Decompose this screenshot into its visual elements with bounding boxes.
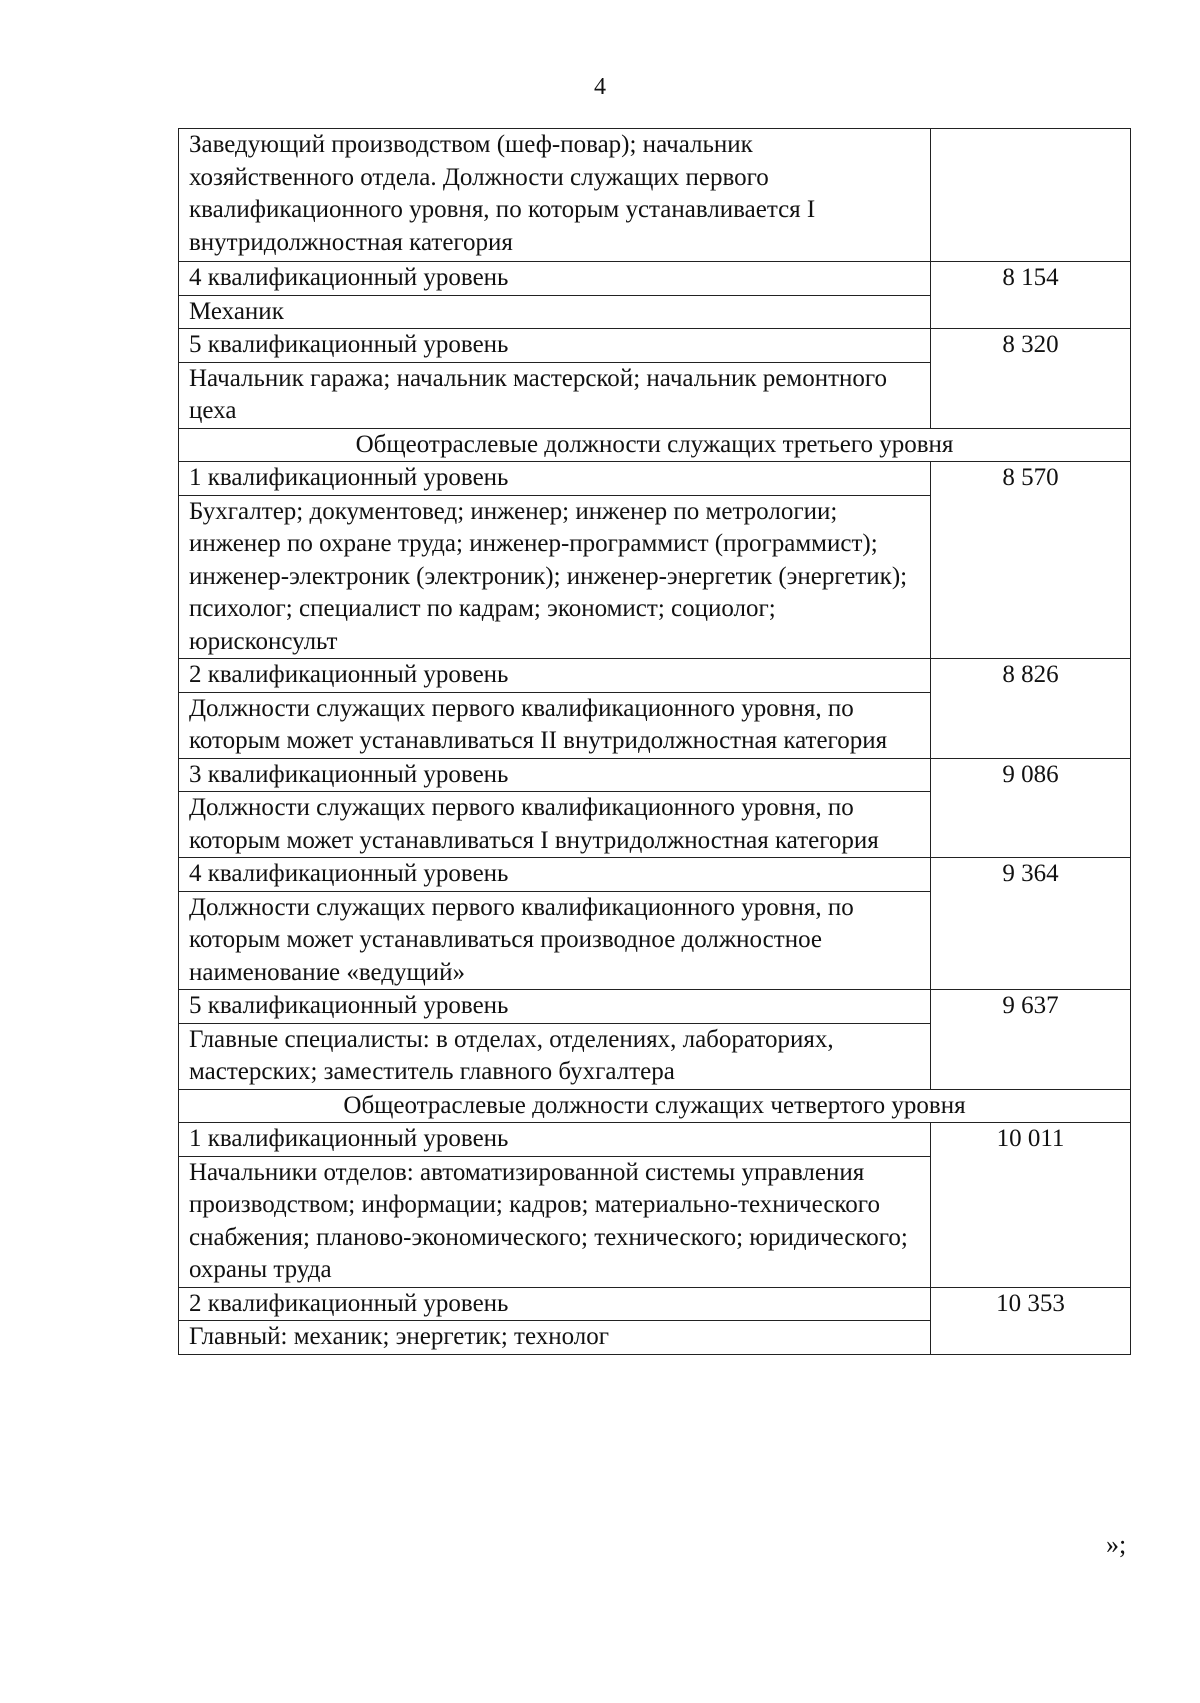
salary-cell: 9 637 <box>931 990 1131 1090</box>
level-cell: 5 квалификационный уровень <box>179 990 931 1024</box>
table-row <box>179 858 1131 892</box>
section-row <box>179 428 1131 462</box>
table-row <box>179 1123 1131 1157</box>
salary-cell <box>931 129 1131 262</box>
level-cell: 1 квалификационный уровень <box>179 1123 931 1157</box>
section-heading: Общеотраслевые должности служащих третьего уровня <box>179 428 1131 462</box>
table-row <box>179 990 1131 1024</box>
level-cell: 2 квалификационный уровень <box>179 1287 931 1321</box>
page-number: 4 <box>594 74 606 100</box>
section-heading: Общеотраслевые должности служащих четвертого уровня <box>179 1089 1131 1123</box>
salary-cell: 8 570 <box>931 462 1131 659</box>
positions-cell: Должности служащих первого квалификационного уровня, по которым может устанавливаться I внутридолжностная категория <box>179 792 931 858</box>
salary-cell: 10 353 <box>931 1287 1131 1354</box>
salary-table <box>178 128 1131 1355</box>
positions-cell: Главные специалисты: в отделах, отделениях, лабораториях, мастерских; заместитель главного бухгалтера <box>179 1023 931 1089</box>
level-cell: 1 квалификационный уровень <box>179 462 931 496</box>
positions-cell: Должности служащих первого квалификационного уровня, по которым может устанавливаться производное должностное наименование «ведущий» <box>179 891 931 990</box>
level-cell: 4 квалификационный уровень <box>179 262 931 296</box>
level-cell: 3 квалификационный уровень <box>179 758 931 792</box>
closing-quote-mark: »; <box>1106 1530 1127 1559</box>
salary-cell: 9 364 <box>931 858 1131 990</box>
level-cell: 4 квалификационный уровень <box>179 858 931 892</box>
table-row <box>179 129 1131 262</box>
table-row <box>179 659 1131 693</box>
table-row <box>179 262 1131 296</box>
salary-cell: 10 011 <box>931 1123 1131 1288</box>
level-cell: 5 квалификационный уровень <box>179 329 931 363</box>
salary-cell: 9 086 <box>931 758 1131 858</box>
positions-cell: Начальник гаража; начальник мастерской; начальник ремонтного цеха <box>179 362 931 428</box>
table-row <box>179 758 1131 792</box>
table-row <box>179 329 1131 363</box>
salary-cell: 8 826 <box>931 659 1131 759</box>
section-row <box>179 1089 1131 1123</box>
positions-cell: Начальники отделов: автоматизированной системы управления производством; информации; кадров; материально-технического снабжения; планово-экономического; технического; юридического; охраны труда <box>179 1156 931 1287</box>
positions-cell: Заведующий производством (шеф-повар); начальник хозяйственного отдела. Должности служащих первого квалификационного уровня, по которым устанавливается I внутридолжностная категория <box>179 129 931 262</box>
positions-cell: Главный: механик; энергетик; технолог <box>179 1321 931 1355</box>
positions-cell: Должности служащих первого квалификационного уровня, по которым может устанавливаться II внутридолжностная категория <box>179 692 931 758</box>
level-cell: 2 квалификационный уровень <box>179 659 931 693</box>
salary-cell: 8 320 <box>931 329 1131 429</box>
salary-cell: 8 154 <box>931 262 1131 329</box>
table-row <box>179 462 1131 496</box>
positions-cell: Бухгалтер; документовед; инженер; инженер по метрологии; инженер по охране труда; инженер-программист (программист); инженер-электроник (электроник); инженер-энергетик (энергетик); психолог; специалист по кадрам; экономист; социолог; юрисконсульт <box>179 495 931 659</box>
table-row <box>179 1287 1131 1321</box>
positions-cell: Механик <box>179 295 931 329</box>
